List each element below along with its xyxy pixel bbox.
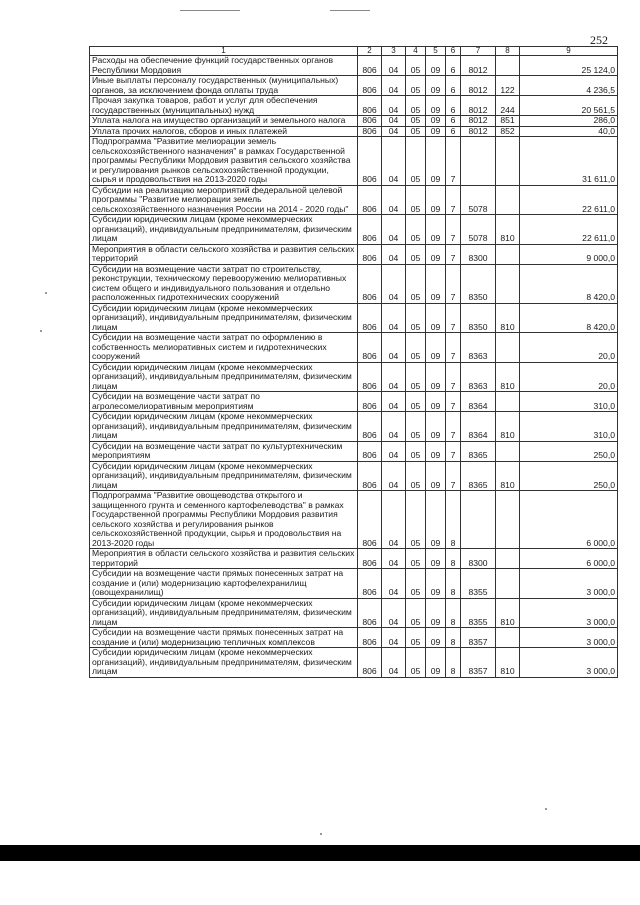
table-row [90, 461, 618, 491]
column-number: 5 [426, 47, 446, 56]
row-code-c4: 05 [406, 412, 426, 442]
row-code-c5: 09 [426, 56, 446, 76]
row-label: Субсидии юридическим лицам (кроме некоммерческих организаций), индивидуальным предпринимателям, физическим лицам [90, 362, 358, 392]
scan-mark [180, 10, 240, 11]
row-code-c5: 09 [426, 116, 446, 127]
table-row [90, 598, 618, 628]
row-amount: 20,0 [520, 362, 618, 392]
row-code-c7: 8355 [461, 598, 496, 628]
column-number: 9 [520, 47, 618, 56]
row-code-c7: 8365 [461, 441, 496, 461]
row-label: Субсидии юридическим лицам (кроме некоммерческих организаций), индивидуальным предпринимателям, физическим лицам [90, 461, 358, 491]
table-row [90, 441, 618, 461]
column-number: 4 [406, 47, 426, 56]
row-code-c4: 05 [406, 441, 426, 461]
row-code-c8: 810 [496, 362, 520, 392]
row-label: Субсидии юридическим лицам (кроме некоммерческих организаций), индивидуальным предпринимателям, физическим лицам [90, 412, 358, 442]
row-code-c7: 8363 [461, 362, 496, 392]
row-label: Субсидии на возмещение части прямых понесенных затрат на создание и (или) модернизацию картофелехранилищ (овощехранилищ) [90, 569, 358, 599]
table-row [90, 333, 618, 363]
row-code-c8: 122 [496, 76, 520, 96]
row-label: Субсидии на возмещение части затрат по оформлению в собственность мелиоративных систем и гидротехнических сооружений [90, 333, 358, 363]
row-amount: 250,0 [520, 441, 618, 461]
row-code-c6: 7 [446, 303, 461, 333]
row-code-c3: 04 [382, 126, 406, 137]
row-code-c7: 8012 [461, 56, 496, 76]
row-amount: 31 611,0 [520, 137, 618, 186]
row-code-c2: 806 [358, 96, 382, 116]
row-code-c7: 8363 [461, 333, 496, 363]
row-code-c3: 04 [382, 244, 406, 264]
table-row [90, 116, 618, 127]
row-code-c2: 806 [358, 461, 382, 491]
row-code-c7: 5078 [461, 185, 496, 215]
row-code-c6: 7 [446, 215, 461, 245]
row-code-c6: 8 [446, 491, 461, 549]
row-code-c4: 05 [406, 333, 426, 363]
column-number: 6 [446, 47, 461, 56]
row-code-c8 [496, 441, 520, 461]
row-code-c6: 8 [446, 549, 461, 569]
row-code-c7: 8012 [461, 96, 496, 116]
row-code-c7: 8365 [461, 461, 496, 491]
table-row [90, 185, 618, 215]
row-code-c3: 04 [382, 303, 406, 333]
row-code-c7: 8012 [461, 76, 496, 96]
row-code-c3: 04 [382, 76, 406, 96]
row-code-c6: 6 [446, 116, 461, 127]
column-number: 1 [90, 47, 358, 56]
row-code-c5: 09 [426, 333, 446, 363]
row-code-c5: 09 [426, 491, 446, 549]
row-code-c6: 7 [446, 461, 461, 491]
table-row [90, 76, 618, 96]
row-amount: 310,0 [520, 392, 618, 412]
row-amount: 40,0 [520, 126, 618, 137]
row-code-c7 [461, 491, 496, 549]
row-code-c5: 09 [426, 598, 446, 628]
row-amount: 20,0 [520, 333, 618, 363]
row-code-c4: 05 [406, 628, 426, 648]
row-code-c4: 05 [406, 264, 426, 303]
row-code-c5: 09 [426, 137, 446, 186]
table-row [90, 215, 618, 245]
row-code-c8 [496, 185, 520, 215]
row-code-c8: 810 [496, 412, 520, 442]
row-code-c4: 05 [406, 648, 426, 678]
row-code-c5: 09 [426, 412, 446, 442]
row-code-c2: 806 [358, 56, 382, 76]
row-code-c2: 806 [358, 264, 382, 303]
row-code-c2: 806 [358, 628, 382, 648]
row-label: Подпрограмма "Развитие овощеводства открытого и защищенного грунта и семенного картофелеводства" в рамках Государственной программы Республики Мордовия развития сельского хозяйства и регулирования рынков сельскохозяйственной продукции, сырья и продовольствия на 2013-2020 годы [90, 491, 358, 549]
table-row [90, 303, 618, 333]
row-code-c4: 05 [406, 598, 426, 628]
row-code-c4: 05 [406, 549, 426, 569]
row-amount: 3 000,0 [520, 648, 618, 678]
row-code-c4: 05 [406, 569, 426, 599]
scan-mark [545, 808, 547, 810]
row-code-c4: 05 [406, 244, 426, 264]
row-code-c2: 806 [358, 441, 382, 461]
row-code-c2: 806 [358, 76, 382, 96]
row-code-c3: 04 [382, 333, 406, 363]
row-code-c8 [496, 491, 520, 549]
row-amount: 3 000,0 [520, 628, 618, 648]
row-code-c2: 806 [358, 648, 382, 678]
scan-mark [330, 10, 370, 11]
row-code-c3: 04 [382, 628, 406, 648]
row-code-c8: 244 [496, 96, 520, 116]
row-label: Прочая закупка товаров, работ и услуг для обеспечения государственных (муниципальных) нужд [90, 96, 358, 116]
row-code-c5: 09 [426, 76, 446, 96]
row-code-c3: 04 [382, 598, 406, 628]
row-code-c7: 8357 [461, 648, 496, 678]
row-code-c8 [496, 137, 520, 186]
row-code-c3: 04 [382, 549, 406, 569]
budget-table [89, 46, 618, 678]
row-label: Иные выплаты персоналу государственных (муниципальных) органов, за исключением фонда оплаты труда [90, 76, 358, 96]
row-amount: 8 420,0 [520, 264, 618, 303]
row-label: Субсидии юридическим лицам (кроме некоммерческих организаций), индивидуальным предпринимателям, физическим лицам [90, 648, 358, 678]
row-label: Уплата прочих налогов, сборов и иных платежей [90, 126, 358, 137]
row-amount: 8 420,0 [520, 303, 618, 333]
row-code-c8: 810 [496, 303, 520, 333]
row-code-c7: 8012 [461, 126, 496, 137]
row-code-c3: 04 [382, 264, 406, 303]
row-code-c4: 05 [406, 116, 426, 127]
row-code-c8 [496, 244, 520, 264]
row-code-c3: 04 [382, 648, 406, 678]
row-label: Субсидии юридическим лицам (кроме некоммерческих организаций), индивидуальным предпринимателям, физическим лицам [90, 598, 358, 628]
row-code-c3: 04 [382, 362, 406, 392]
row-code-c8: 810 [496, 598, 520, 628]
row-label: Мероприятия в области сельского хозяйства и развития сельских территорий [90, 549, 358, 569]
row-amount: 310,0 [520, 412, 618, 442]
row-code-c7: 5078 [461, 215, 496, 245]
table-row [90, 244, 618, 264]
scan-edge-bar [0, 845, 640, 861]
row-code-c3: 04 [382, 137, 406, 186]
row-label: Мероприятия в области сельского хозяйства и развития сельских территорий [90, 244, 358, 264]
row-code-c2: 806 [358, 392, 382, 412]
row-amount: 25 124,0 [520, 56, 618, 76]
table-row [90, 628, 618, 648]
row-code-c4: 05 [406, 185, 426, 215]
row-code-c3: 04 [382, 461, 406, 491]
row-amount: 6 000,0 [520, 491, 618, 549]
table-row [90, 648, 618, 678]
row-code-c2: 806 [358, 362, 382, 392]
row-code-c6: 7 [446, 333, 461, 363]
row-code-c5: 09 [426, 264, 446, 303]
row-label: Субсидии на реализацию мероприятий федеральной целевой программы "Развитие мелиорации земель сельскохозяйственного назначения России на 2014 - 2020 годы" [90, 185, 358, 215]
row-code-c2: 806 [358, 549, 382, 569]
row-code-c6: 6 [446, 76, 461, 96]
row-code-c8: 852 [496, 126, 520, 137]
row-code-c2: 806 [358, 569, 382, 599]
scan-mark [320, 833, 322, 835]
row-code-c5: 09 [426, 569, 446, 599]
row-code-c4: 05 [406, 96, 426, 116]
row-amount: 22 611,0 [520, 215, 618, 245]
row-code-c8: 810 [496, 215, 520, 245]
row-code-c8: 851 [496, 116, 520, 127]
row-label: Субсидии на возмещение части затрат по строительству, реконструкции, техническому перевооружению мелиоративных систем общего и индивидуального пользования и отдельно расположенных гидротехнических сооружений [90, 264, 358, 303]
row-code-c3: 04 [382, 215, 406, 245]
row-amount: 286,0 [520, 116, 618, 127]
table-row [90, 412, 618, 442]
row-code-c6: 7 [446, 264, 461, 303]
row-label: Расходы на обеспечение функций государственных органов Республики Мордовия [90, 56, 358, 76]
row-code-c8 [496, 569, 520, 599]
row-code-c2: 806 [358, 598, 382, 628]
row-code-c7: 8012 [461, 116, 496, 127]
row-amount: 4 236,5 [520, 76, 618, 96]
row-code-c2: 806 [358, 303, 382, 333]
row-code-c6: 7 [446, 441, 461, 461]
row-code-c5: 09 [426, 648, 446, 678]
table-row [90, 56, 618, 76]
row-code-c4: 05 [406, 491, 426, 549]
row-code-c4: 05 [406, 362, 426, 392]
row-code-c5: 09 [426, 461, 446, 491]
row-code-c6: 7 [446, 185, 461, 215]
row-label: Субсидии юридическим лицам (кроме некоммерческих организаций), индивидуальным предпринимателям, физическим лицам [90, 215, 358, 245]
row-label: Подпрограмма "Развитие мелиорации земель сельскохозяйственного назначения" в рамках Государственной программы Республики Мордовия развития сельского хозяйства и регулирования рынков сельскохозяйственной продукции, сырья и продовольствия на 2013-2020 годы [90, 137, 358, 186]
row-amount: 20 561,5 [520, 96, 618, 116]
row-code-c3: 04 [382, 185, 406, 215]
page-number: 252 [590, 33, 608, 47]
row-code-c6: 8 [446, 569, 461, 599]
row-code-c7: 8350 [461, 264, 496, 303]
row-code-c6: 6 [446, 96, 461, 116]
table-row [90, 137, 618, 186]
row-code-c4: 05 [406, 215, 426, 245]
row-code-c5: 09 [426, 549, 446, 569]
row-code-c5: 09 [426, 215, 446, 245]
row-code-c6: 7 [446, 412, 461, 442]
row-code-c4: 05 [406, 126, 426, 137]
row-code-c3: 04 [382, 392, 406, 412]
row-code-c4: 05 [406, 137, 426, 186]
table-row [90, 549, 618, 569]
row-code-c4: 05 [406, 76, 426, 96]
row-code-c4: 05 [406, 461, 426, 491]
row-amount: 6 000,0 [520, 549, 618, 569]
table-row [90, 264, 618, 303]
row-code-c8 [496, 333, 520, 363]
row-code-c2: 806 [358, 215, 382, 245]
row-code-c7: 8355 [461, 569, 496, 599]
row-amount: 22 611,0 [520, 185, 618, 215]
scan-mark [40, 330, 42, 332]
row-code-c8: 810 [496, 461, 520, 491]
row-code-c7: 8300 [461, 244, 496, 264]
scan-mark [45, 292, 47, 294]
row-amount: 3 000,0 [520, 569, 618, 599]
row-code-c5: 09 [426, 392, 446, 412]
row-code-c6: 7 [446, 362, 461, 392]
row-code-c3: 04 [382, 116, 406, 127]
row-code-c2: 806 [358, 244, 382, 264]
row-code-c7: 8350 [461, 303, 496, 333]
row-code-c6: 7 [446, 392, 461, 412]
row-code-c2: 806 [358, 126, 382, 137]
table-row [90, 126, 618, 137]
row-code-c8 [496, 549, 520, 569]
row-label: Субсидии на возмещение части прямых понесенных затрат на создание и (или) модернизацию тепличных комплексов [90, 628, 358, 648]
row-code-c2: 806 [358, 116, 382, 127]
column-number: 8 [496, 47, 520, 56]
row-code-c5: 09 [426, 244, 446, 264]
row-code-c7 [461, 137, 496, 186]
row-code-c8: 810 [496, 648, 520, 678]
row-code-c6: 6 [446, 126, 461, 137]
row-code-c8 [496, 264, 520, 303]
row-code-c6: 8 [446, 598, 461, 628]
row-code-c3: 04 [382, 441, 406, 461]
row-code-c5: 09 [426, 628, 446, 648]
row-code-c5: 09 [426, 96, 446, 116]
row-code-c8 [496, 392, 520, 412]
row-amount: 9 000,0 [520, 244, 618, 264]
row-code-c5: 09 [426, 303, 446, 333]
row-code-c3: 04 [382, 491, 406, 549]
row-code-c4: 05 [406, 303, 426, 333]
row-code-c2: 806 [358, 185, 382, 215]
row-code-c4: 05 [406, 56, 426, 76]
row-code-c2: 806 [358, 333, 382, 363]
table-row [90, 569, 618, 599]
table-row [90, 392, 618, 412]
table-row [90, 362, 618, 392]
column-number: 2 [358, 47, 382, 56]
row-code-c5: 09 [426, 362, 446, 392]
row-code-c3: 04 [382, 412, 406, 442]
table-row [90, 96, 618, 116]
row-code-c2: 806 [358, 412, 382, 442]
column-number: 7 [461, 47, 496, 56]
row-label: Уплата налога на имущество организаций и земельного налога [90, 116, 358, 127]
row-code-c3: 04 [382, 56, 406, 76]
row-label: Субсидии юридическим лицам (кроме некоммерческих организаций), индивидуальным предпринимателям, физическим лицам [90, 303, 358, 333]
row-code-c6: 8 [446, 628, 461, 648]
row-code-c6: 8 [446, 648, 461, 678]
row-code-c2: 806 [358, 491, 382, 549]
row-label: Субсидии на возмещение части затрат по агролесомелиоративным мероприятиям [90, 392, 358, 412]
row-amount: 3 000,0 [520, 598, 618, 628]
row-code-c7: 8300 [461, 549, 496, 569]
row-code-c6: 7 [446, 137, 461, 186]
row-code-c7: 8364 [461, 412, 496, 442]
row-amount: 250,0 [520, 461, 618, 491]
row-code-c7: 8364 [461, 392, 496, 412]
row-code-c5: 09 [426, 185, 446, 215]
row-code-c8 [496, 628, 520, 648]
row-code-c6: 7 [446, 244, 461, 264]
row-code-c2: 806 [358, 137, 382, 186]
table-row [90, 491, 618, 549]
row-code-c8 [496, 56, 520, 76]
row-code-c4: 05 [406, 392, 426, 412]
row-code-c5: 09 [426, 441, 446, 461]
column-number: 3 [382, 47, 406, 56]
row-code-c6: 6 [446, 56, 461, 76]
row-code-c3: 04 [382, 96, 406, 116]
row-code-c7: 8357 [461, 628, 496, 648]
row-label: Субсидии на возмещение части затрат по культуртехническим мероприятиям [90, 441, 358, 461]
row-code-c3: 04 [382, 569, 406, 599]
row-code-c5: 09 [426, 126, 446, 137]
